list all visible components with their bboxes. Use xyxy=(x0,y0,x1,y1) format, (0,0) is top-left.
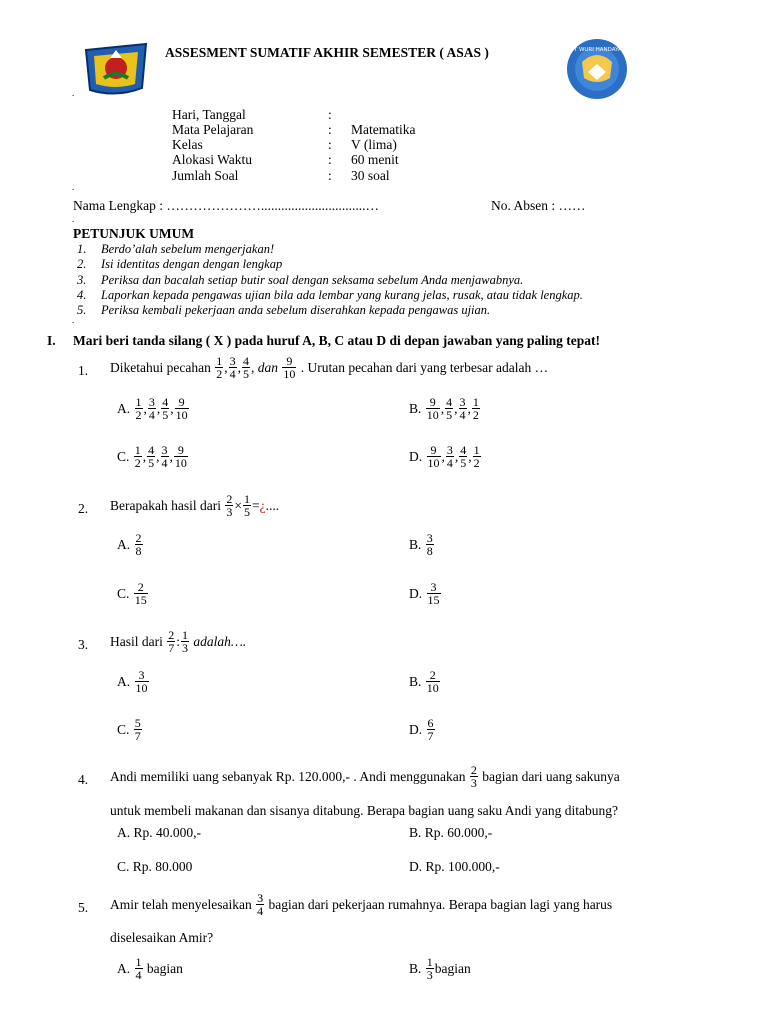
denominator: 2 xyxy=(472,408,479,422)
fraction xyxy=(167,629,175,654)
fraction xyxy=(242,355,250,380)
comma: , xyxy=(156,448,160,464)
denominator: 10 xyxy=(135,681,148,695)
denominator: 4 xyxy=(229,367,236,381)
fraction xyxy=(459,444,467,469)
answer-option[interactable] xyxy=(409,396,481,421)
comma: , xyxy=(440,400,445,416)
info-value: 60 menit xyxy=(351,152,399,167)
denominator: 7 xyxy=(427,729,434,743)
option-text: Rp. 100.000,- xyxy=(425,859,500,874)
numerator: 2 xyxy=(135,531,142,545)
option-unit: bagian xyxy=(434,960,471,976)
question-number: 2. xyxy=(78,501,89,516)
question-number: 5. xyxy=(78,900,89,915)
fraction xyxy=(135,669,149,694)
answer-option[interactable] xyxy=(117,532,144,557)
option-letter: D. xyxy=(409,721,426,737)
option-letter: D. xyxy=(409,859,426,874)
absen-field[interactable]: No. Absen : …… xyxy=(491,198,586,213)
rule-number: 1. xyxy=(77,242,87,256)
fraction xyxy=(282,355,296,380)
info-value: Matematika xyxy=(351,122,416,137)
option-letter: A. xyxy=(117,960,134,976)
info-colon: : xyxy=(328,122,332,137)
fraction xyxy=(459,396,467,421)
comma: , xyxy=(143,400,147,416)
denominator: 2 xyxy=(134,456,141,470)
denominator: 2 xyxy=(135,408,142,422)
answer-option[interactable] xyxy=(409,581,442,606)
numerator: 3 xyxy=(138,668,145,682)
numerator: 2 xyxy=(429,668,436,682)
rule-text: Berdo’alah sebelum mengerjakan! xyxy=(101,242,275,256)
numerator: 3 xyxy=(459,395,466,409)
comma: , xyxy=(454,448,459,464)
denominator: 5 xyxy=(446,408,453,422)
question-4-line2: untuk membeli makanan dan sisanya ditabung. Berapa bagian uang saku Andi yang ditabung? xyxy=(110,803,618,818)
fraction xyxy=(174,444,188,469)
comma: , xyxy=(142,448,147,464)
answer-option[interactable] xyxy=(117,444,189,469)
fraction xyxy=(427,717,435,742)
fraction xyxy=(225,493,233,518)
rule-text: Periksa dan bacalah setiap butir soal dengan seksama sebelum Anda menjawabnya. xyxy=(101,272,524,287)
numerator: 3 xyxy=(446,443,453,457)
rules-title: PETUNJUK UMUM xyxy=(73,226,195,241)
fraction-sequence xyxy=(425,396,481,421)
denominator: 2 xyxy=(216,367,223,381)
fraction-sequence xyxy=(134,396,190,421)
fraction xyxy=(134,581,148,606)
denominator: 10 xyxy=(426,681,439,695)
numerator: 9 xyxy=(177,443,184,457)
answer-option[interactable] xyxy=(409,669,441,694)
info-row xyxy=(172,137,472,152)
denominator: 8 xyxy=(426,544,433,558)
comma: , xyxy=(454,400,458,416)
answer-option[interactable] xyxy=(117,717,143,742)
info-row xyxy=(172,122,472,137)
numerator: 1 xyxy=(216,354,223,368)
numerator: 5 xyxy=(134,716,141,730)
fraction xyxy=(472,396,480,421)
denominator: 4 xyxy=(161,456,168,470)
option-text: Rp. 60.000,- xyxy=(424,825,493,840)
info-label: Mata Pelajaran xyxy=(172,122,254,137)
denominator: 4 xyxy=(148,408,155,422)
answer-option[interactable] xyxy=(117,825,201,841)
info-row xyxy=(172,152,472,167)
option-letter: B. xyxy=(409,536,425,552)
comma: , xyxy=(441,448,445,464)
numerator: 4 xyxy=(162,395,169,409)
answer-option[interactable] xyxy=(117,396,190,421)
denominator: 5 xyxy=(148,456,155,470)
fraction xyxy=(135,956,143,981)
option-letter: C. xyxy=(117,585,133,601)
denominator: 3 xyxy=(470,776,477,790)
numerator: 9 xyxy=(430,443,437,457)
fraction xyxy=(427,581,441,606)
option-letter: B. xyxy=(409,400,425,416)
fraction xyxy=(256,892,264,917)
question-number: 3. xyxy=(78,637,89,652)
fraction xyxy=(135,396,143,421)
comma: , xyxy=(224,359,228,375)
option-unit: bagian xyxy=(143,960,183,976)
option-letter: B. xyxy=(409,673,425,689)
numerator: 3 xyxy=(229,354,236,368)
fraction xyxy=(243,493,251,518)
answer-option[interactable] xyxy=(409,532,435,557)
q5-prefix: Amir telah menyelesaikan xyxy=(110,896,256,912)
numerator: 1 xyxy=(473,443,480,457)
denominator: 5 xyxy=(243,505,250,519)
info-value: V (lima) xyxy=(351,137,397,152)
rule-number: 3. xyxy=(77,272,87,287)
q1-suffix: . Urutan pecahan dari yang terbesar adalah … xyxy=(297,359,549,375)
info-value: 30 soal xyxy=(351,168,390,183)
numerator: 3 xyxy=(430,580,437,594)
numerator: 4 xyxy=(446,395,453,409)
comma: , xyxy=(237,359,241,375)
denominator: 10 xyxy=(283,367,296,381)
numerator: 3 xyxy=(257,891,264,905)
fraction xyxy=(427,444,441,469)
denominator: 3 xyxy=(226,505,233,519)
option-letter: A. xyxy=(117,825,134,840)
comma: , xyxy=(169,448,173,464)
numerator: 9 xyxy=(429,395,436,409)
option-letter: B. xyxy=(409,960,425,976)
info-row xyxy=(172,107,472,122)
option-letter: A. xyxy=(117,536,134,552)
denominator: 7 xyxy=(168,641,175,655)
numerator: 3 xyxy=(426,531,433,545)
q1-prefix: Diketahui pecahan xyxy=(110,359,215,375)
fraction xyxy=(161,444,169,469)
info-label: Alokasi Waktu xyxy=(172,152,253,167)
comma: , xyxy=(467,400,471,416)
info-colon: : xyxy=(328,168,332,183)
numerator: 3 xyxy=(148,395,155,409)
option-letter: D. xyxy=(409,585,426,601)
comma: , xyxy=(156,400,161,416)
fraction xyxy=(426,669,440,694)
info-colon: : xyxy=(328,137,332,152)
answer-option[interactable] xyxy=(117,669,150,694)
fraction xyxy=(161,396,169,421)
denominator: 5 xyxy=(162,408,169,422)
answer-option[interactable] xyxy=(117,859,192,875)
info-colon: : xyxy=(328,152,332,167)
question-4-text xyxy=(110,764,620,789)
numerator: 1 xyxy=(182,628,189,642)
denominator: 8 xyxy=(135,544,142,558)
fraction xyxy=(134,717,142,742)
answer-option[interactable] xyxy=(409,956,471,981)
denominator: 10 xyxy=(174,456,187,470)
denominator: 5 xyxy=(242,367,249,381)
denominator: 4 xyxy=(446,456,453,470)
info-row xyxy=(172,168,472,183)
fraction xyxy=(470,764,478,789)
logo-motto: TUT WURI HANDAYANI xyxy=(566,47,628,53)
fraction xyxy=(175,396,189,421)
fraction xyxy=(134,444,142,469)
fraction xyxy=(446,444,454,469)
rule-number: 2. xyxy=(77,257,87,272)
option-text: Rp. 40.000,- xyxy=(133,825,201,840)
numerator: 6 xyxy=(427,716,434,730)
fraction-sequence xyxy=(133,444,189,469)
question-5-line2: diselesaikan Amir? xyxy=(110,930,214,945)
operator: : xyxy=(176,633,181,649)
numerator: 4 xyxy=(460,443,467,457)
rule-text: Laporkan kepada pengawas ujian bila ada lembar yang kurang jelas, rusak, atau tidak lengkap. xyxy=(101,287,583,302)
rule-number: 5. xyxy=(77,303,87,318)
numerator: 9 xyxy=(178,395,185,409)
denominator: 15 xyxy=(134,593,147,607)
rule-text: Isi identitas dengan dengan lengkap xyxy=(101,257,283,272)
doc-title: ASSESMENT SUMATIF AKHIR SEMESTER ( ASAS ) xyxy=(165,45,489,60)
question-5-text xyxy=(110,892,612,917)
numerator: 4 xyxy=(242,354,249,368)
question-number: 1. xyxy=(78,363,89,378)
denominator: 3 xyxy=(182,641,189,655)
fraction-sequence xyxy=(426,444,482,469)
fraction xyxy=(147,444,155,469)
fraction xyxy=(445,396,453,421)
fraction xyxy=(229,355,237,380)
numerator: 1 xyxy=(426,955,433,969)
answer-option[interactable] xyxy=(117,956,183,981)
option-letter: B. xyxy=(409,825,425,840)
rule-text: Periksa kembali pekerjaan anda sebelum diserahkan kepada pengawas ujian. xyxy=(101,303,491,318)
denominator: 10 xyxy=(175,408,188,422)
numerator: 2 xyxy=(470,763,477,777)
fraction xyxy=(148,396,156,421)
answer-option[interactable] xyxy=(409,859,500,875)
q3-suffix: adalah…. xyxy=(190,633,247,649)
denominator: 4 xyxy=(459,408,466,422)
fraction xyxy=(135,532,143,557)
q2-prefix: Berapakah hasil dari xyxy=(110,497,225,513)
option-letter: C. xyxy=(117,859,133,874)
q4-suffix: bagian dari uang sakunya xyxy=(478,768,620,784)
word-dan: , dan xyxy=(250,359,282,375)
fraction xyxy=(426,956,434,981)
option-letter: A. xyxy=(117,673,134,689)
option-text: Rp. 80.000 xyxy=(132,859,193,874)
tut-wuri-handayani-logo xyxy=(564,38,630,100)
denominator: 2 xyxy=(473,456,480,470)
q4-prefix: Andi memiliki uang sebanyak Rp. 120.000,- . Andi menggunakan xyxy=(110,768,469,784)
numerator: 3 xyxy=(161,443,168,457)
info-label: Hari, Tanggal xyxy=(172,107,246,122)
numerator: 2 xyxy=(168,628,175,642)
question-1-text xyxy=(110,355,548,380)
numerator: 1 xyxy=(135,395,142,409)
denominator: 15 xyxy=(427,593,440,607)
comma: , xyxy=(170,400,174,416)
question-3-text xyxy=(110,629,246,654)
answer-option[interactable] xyxy=(409,717,436,742)
option-letter: D. xyxy=(409,448,426,464)
option-letter: C. xyxy=(117,448,133,464)
section-number: I. xyxy=(47,333,56,348)
answer-option[interactable] xyxy=(117,581,149,606)
answer-option[interactable] xyxy=(409,444,482,469)
rule-number: 4. xyxy=(77,287,87,302)
numerator: 9 xyxy=(286,354,293,368)
numerator: 1 xyxy=(243,492,250,506)
info-colon: : xyxy=(328,107,332,122)
province-emblem-logo xyxy=(80,40,152,98)
numerator: 1 xyxy=(135,955,142,969)
info-label: Jumlah Soal xyxy=(172,168,239,183)
equals: = xyxy=(251,497,260,513)
operator: × xyxy=(234,497,242,513)
glyph: ¿ xyxy=(259,497,266,513)
denominator: 10 xyxy=(426,408,439,422)
name-field[interactable]: Nama Lengkap : …………………...............................… xyxy=(73,198,379,213)
numerator: 4 xyxy=(148,443,155,457)
question-number: 4. xyxy=(78,772,89,787)
option-letter: A. xyxy=(117,400,134,416)
numerator: 2 xyxy=(137,580,144,594)
q2-suffix: .... xyxy=(265,497,280,513)
fraction xyxy=(215,355,223,380)
section-instruction: Mari beri tanda silang ( X ) pada huruf A, B, C atau D di depan jawaban yang paling tepat! xyxy=(73,333,600,348)
denominator: 4 xyxy=(257,904,264,918)
denominator: 10 xyxy=(427,456,440,470)
numerator: 1 xyxy=(134,443,141,457)
denominator: 7 xyxy=(134,729,141,743)
numerator: 2 xyxy=(226,492,233,506)
info-label: Kelas xyxy=(172,137,203,152)
denominator: 5 xyxy=(460,456,467,470)
q5-suffix: bagian dari pekerjaan rumahnya. Berapa bagian lagi yang harus xyxy=(265,896,613,912)
fraction xyxy=(426,532,434,557)
fraction xyxy=(181,629,189,654)
q3-prefix: Hasil dari xyxy=(110,633,167,649)
denominator: 4 xyxy=(135,968,142,982)
answer-option[interactable] xyxy=(409,825,492,841)
denominator: 3 xyxy=(426,968,433,982)
question-2-text xyxy=(110,493,279,518)
fraction xyxy=(426,396,440,421)
comma: , xyxy=(468,448,472,464)
fraction xyxy=(473,444,481,469)
option-letter: C. xyxy=(117,721,133,737)
numerator: 1 xyxy=(472,395,479,409)
